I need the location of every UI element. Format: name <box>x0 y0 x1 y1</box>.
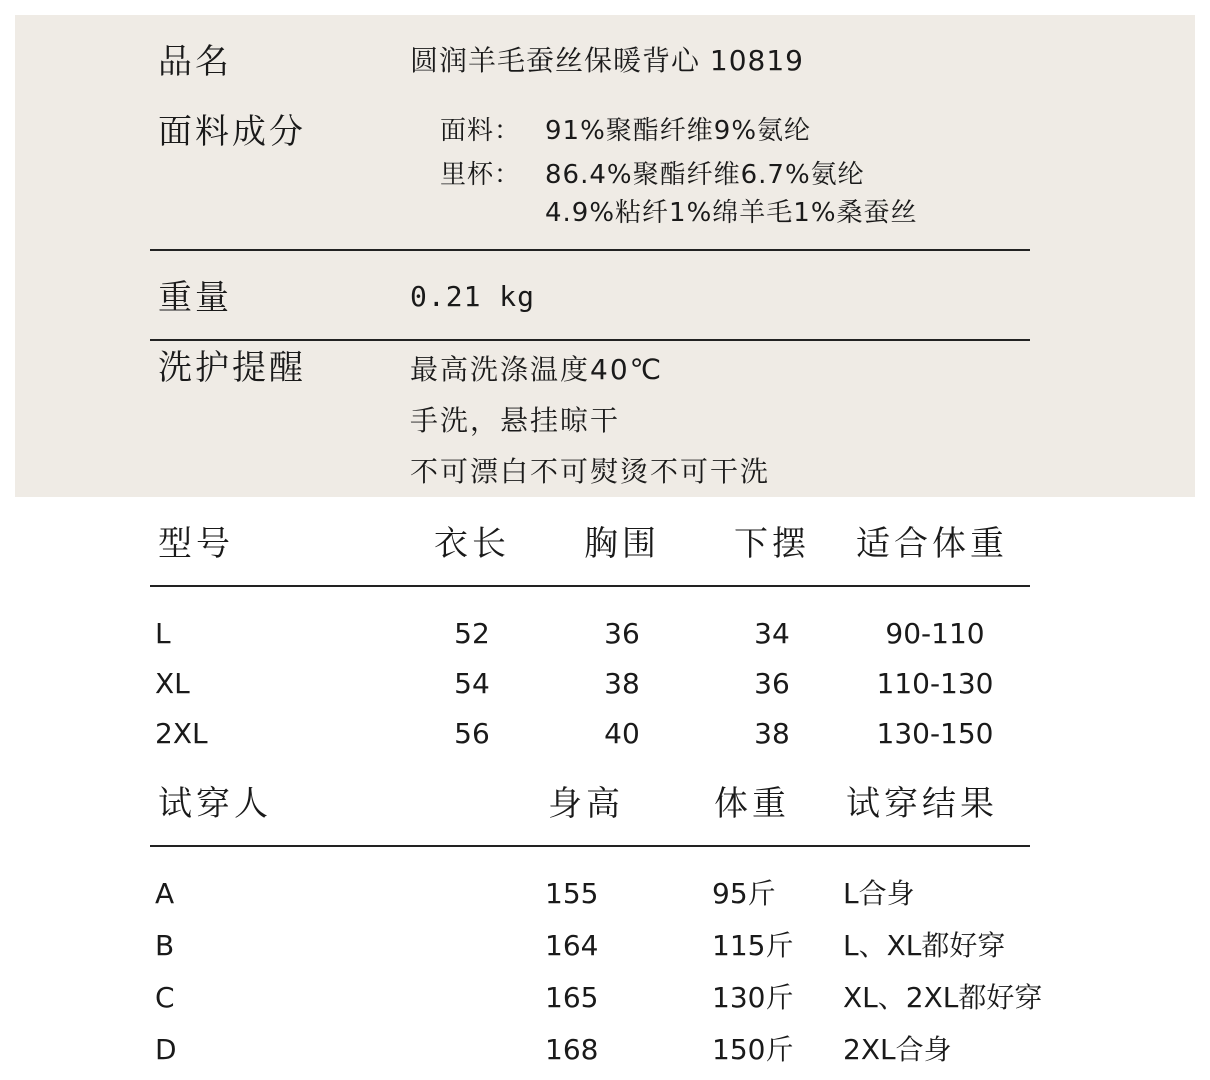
size-header-model: 型号 <box>158 524 234 564</box>
size-header-chest: 胸围 <box>584 524 660 564</box>
fit-cell: 95斤 <box>712 877 776 910</box>
size-cell: L <box>155 617 171 650</box>
fit-header-tester: 试穿人 <box>158 784 272 824</box>
size-cell: 130-150 <box>876 717 994 750</box>
lining-key: 里杯： <box>440 160 522 190</box>
fit-cell: L合身 <box>843 877 915 910</box>
fit-cell: 2XL合身 <box>843 1033 952 1066</box>
care-line: 最高洗涤温度40℃ <box>410 353 664 386</box>
fit-header-height: 身高 <box>548 784 624 824</box>
weight-label: 重量 <box>158 278 232 318</box>
fit-cell: 165 <box>545 981 599 1014</box>
size-cell: 38 <box>604 667 640 700</box>
size-cell: 36 <box>604 617 640 650</box>
product-name-label: 品名 <box>158 42 232 82</box>
fit-cell: 115斤 <box>712 929 794 962</box>
fabric-value: 91%聚酯纤维9%氨纶 <box>545 116 812 146</box>
fit-cell: XL、2XL都好穿 <box>843 981 1043 1014</box>
weight-value: 0.21 kg <box>410 280 536 313</box>
size-cell: 38 <box>754 717 790 750</box>
fit-cell: A <box>155 877 175 910</box>
size-cell: 56 <box>454 717 490 750</box>
size-header-length: 衣长 <box>434 524 510 564</box>
fit-cell: 150斤 <box>712 1033 794 1066</box>
product-name-value: 圆润羊毛蚕丝保暖背心 10819 <box>410 44 804 77</box>
fabric-key: 面料： <box>440 116 522 146</box>
divider <box>150 845 1030 847</box>
size-header-fit-weight: 适合体重 <box>856 524 1008 564</box>
care-label: 洗护提醒 <box>158 348 306 388</box>
care-line: 不可漂白不可熨烫不可干洗 <box>410 455 771 488</box>
size-cell: 90-110 <box>885 617 985 650</box>
care-line: 手洗，悬挂晾干 <box>410 404 621 437</box>
lining-value-continued: 4.9%粘纤1%绵羊毛1%桑蚕丝 <box>545 198 918 228</box>
fit-cell: D <box>155 1033 177 1066</box>
divider <box>150 585 1030 587</box>
size-cell: 2XL <box>155 717 208 750</box>
size-cell: 40 <box>604 717 640 750</box>
divider <box>150 339 1030 341</box>
size-header-hem: 下摆 <box>734 524 810 564</box>
fit-cell: L、XL都好穿 <box>843 929 1006 962</box>
size-cell: XL <box>155 667 190 700</box>
fit-cell: 164 <box>545 929 599 962</box>
fit-cell: 130斤 <box>712 981 794 1014</box>
fit-header-result: 试穿结果 <box>846 784 998 824</box>
size-cell: 34 <box>754 617 790 650</box>
fit-header-weight: 体重 <box>714 784 790 824</box>
fit-cell: 155 <box>545 877 599 910</box>
size-cell: 110-130 <box>876 667 994 700</box>
size-cell: 54 <box>454 667 490 700</box>
fit-cell: 168 <box>545 1033 599 1066</box>
fit-cell: B <box>155 929 175 962</box>
fabric-label: 面料成分 <box>158 112 306 152</box>
size-cell: 52 <box>454 617 490 650</box>
divider <box>150 249 1030 251</box>
size-cell: 36 <box>754 667 790 700</box>
fit-cell: C <box>155 981 175 1014</box>
lining-value: 86.4%聚酯纤维6.7%氨纶 <box>545 160 865 190</box>
